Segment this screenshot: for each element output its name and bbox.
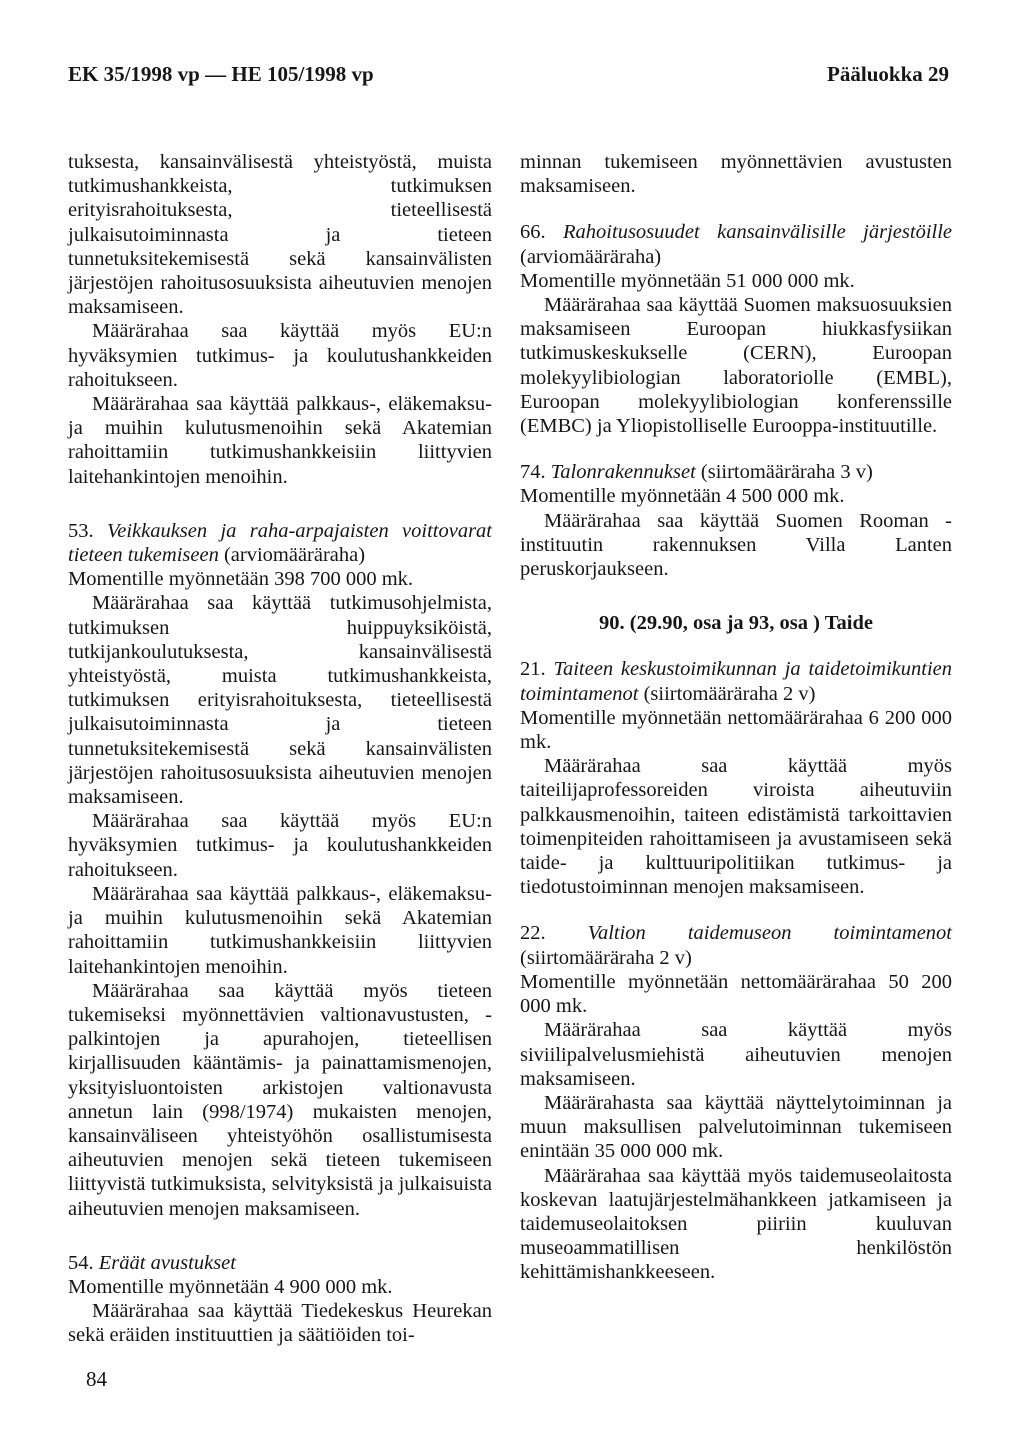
paragraph: Määrärahaa saa käyttää myös EU:n hyväksymien tutkimus- ja koulutushankkeiden rahoitukseen. xyxy=(68,810,492,881)
paragraph: Määrärahaa saa käyttää Tiedekeskus Heurekan sekä eräiden instituuttien ja säätiöiden toi- xyxy=(68,1300,492,1347)
section-heading-90: 90. (29.90, osa ja 93, osa ) Taide xyxy=(599,612,873,635)
item-amount: Momentille myönnetään nettomäärärahaa 6 200 000 mk. xyxy=(520,706,952,754)
item-appropriation-type: (siirtomääräraha 3 v) xyxy=(700,461,873,484)
running-header-left: EK 35/1998 vp — HE 105/1998 vp xyxy=(68,62,374,86)
paragraph: minnan tukemiseen myönnettävien avustusten maksamiseen. xyxy=(520,151,952,198)
paragraph: Määrärahaa saa käyttää tutkimusohjelmista, tutkimuksen huippuyksiköistä, tutkijankoulutuksesta, kansainvälisestä yhteistyöstä, muista tutkimushankkeista, tutkimuksen erityisrahoituksesta, tieteellisestä julkaisutoiminnasta ja tieteen tunnetuksitekemisestä sekä kansainvälisten järjestöjen rahoitusosuuksista aiheutuvien menojen maksamiseen. xyxy=(68,592,492,809)
item-number: 66. xyxy=(520,221,546,244)
paragraph: Määrärahaa saa käyttää Suomen Rooman -instituutin rakennuksen Villa Lanten peruskorjaukseen. xyxy=(520,509,952,581)
left-column xyxy=(68,150,492,1348)
item-amount: Momentille myönnetään 398 700 000 mk. xyxy=(68,568,414,591)
item-title: Veikkauksen ja raha-arpajaisten voittovarat tieteen tukemiseen xyxy=(68,519,492,567)
item-appropriation-type: (siirtomääräraha 2 v) xyxy=(520,946,692,969)
item-heading-53 xyxy=(68,519,492,567)
item-amount: Momentille myönnetään 51 000 000 mk. xyxy=(520,269,855,292)
item-amount: Momentille myönnetään 4 900 000 mk. xyxy=(68,1275,393,1298)
item-number: 74. xyxy=(520,461,546,484)
paragraph: Määrärahaa saa käyttää myös taidemuseolaitosta koskevan laatujärjestelmähankkeen jatkamiseen ja taidemuseolaitoksen piiriin kuuluvan museoammatillisen henkilöstön kehittämishankkeeseen. xyxy=(520,1164,952,1284)
item-title: Eräät avustukset xyxy=(98,1251,236,1274)
running-header-right: Pääluokka 29 xyxy=(827,62,949,86)
item-appropriation-type: (siirtomääräraha 2 v) xyxy=(643,682,816,705)
item-heading-54 xyxy=(68,1251,492,1275)
paragraph: Määrärahaa saa käyttää palkkaus-, eläkemaksu- ja muihin kulutusmenoihin sekä Akatemian rahoittamiin tutkimushankkeisiin liittyvien laitehankintojen menoihin. xyxy=(68,882,492,978)
paragraph: Määrärahaa saa käyttää myös siviilipalvelusmiehistä aiheutuvien menojen maksamiseen. xyxy=(520,1019,952,1090)
paragraph: Määrärahaa saa käyttää myös EU:n hyväksymien tutkimus- ja koulutushankkeiden rahoitukseen. xyxy=(68,320,492,391)
item-number: 54. xyxy=(68,1251,94,1274)
paragraph: Määrärahaa saa käyttää palkkaus-, eläkemaksu- ja muihin kulutusmenoihin sekä Akatemian rahoittamiin tutkimushankkeisiin liittyvien laitehankintojen menoihin. xyxy=(68,393,492,488)
paragraph: Määrärahaa saa käyttää myös taiteilijaprofessoreiden viroista aiheutuviin palkkausmenoihin, taiteen edistämistä tarkoittavien toimenpiteiden rahoittamiseen ja avustamiseen sekä taide- ja kulttuuripolitiikan tutkimus- ja tiedotustoiminnan menojen maksamiseen. xyxy=(520,755,952,899)
item-heading-22 xyxy=(520,921,952,969)
item-heading-21 xyxy=(520,657,952,705)
item-number: 53. xyxy=(68,519,94,542)
item-appropriation-type: (arviomääräraha) xyxy=(520,245,662,268)
right-column xyxy=(520,150,952,1285)
paragraph: tuksesta, kansainvälisestä yhteistyöstä, muista tutkimushankkeista, tutkimuksen erityisrahoituksesta, tieteellisestä julkaisutoiminnasta ja tieteen tunnetuksitekemisestä sekä kansainvälisten järjestöjen rahoitusosuuksista aiheutuvien menojen maksamiseen. xyxy=(68,151,492,319)
item-number: 22. xyxy=(520,922,546,945)
paragraph: Määrärahasta saa käyttää näyttelytoiminnan ja muun maksullisen palvelutoiminnan tukemiseen enintään 35 000 000 mk. xyxy=(520,1091,952,1163)
item-title: Rahoitusosuudet kansainvälisille järjestöille xyxy=(563,221,952,244)
paragraph: Määrärahaa saa käyttää Suomen maksuosuuksien maksamiseen Euroopan hiukkasfysiikan tutkimuskeskukselle (CERN), Euroopan molekyylibiologian laboratoriolle (EMBL), Euroopan molekyylibiologian konferenssille (EMBC) ja Yliopistolliselle Eurooppa-instituutille. xyxy=(520,294,952,438)
item-amount: Momentille myönnetään nettomäärärahaa 50 200 000 mk. xyxy=(520,970,952,1018)
item-heading-66 xyxy=(520,220,952,268)
item-title: Taiteen keskustoimikunnan ja taidetoimikuntien toimintamenot xyxy=(520,658,952,705)
item-heading-74 xyxy=(520,460,952,484)
item-number: 21. xyxy=(520,658,546,681)
item-appropriation-type: (arviomääräraha) xyxy=(223,544,366,567)
item-title: Valtion taidemuseon toimintamenot xyxy=(587,922,952,945)
item-amount: Momentille myönnetään 4 500 000 mk. xyxy=(520,485,845,508)
item-title: Talonrakennukset xyxy=(550,461,696,484)
page-number: 84 xyxy=(86,1367,107,1391)
paragraph: Määrärahaa saa käyttää myös tieteen tukemiseksi myönnettävien valtionavustusten, -palkintojen ja apurahojen, tieteellisen kirjallisuuden kääntämis- ja painattamismenojen, yksityisluontoisten arkistojen valtionavusta annetun lain (998/1974) mukaisten menojen, kansainväliseen yhteistyöhön osallistumisesta aiheutuvien menojen sekä tieteen tukemiseen liittyvistä tutkimuksista, selvityksistä ja julkaisuista aiheutuvien menojen maksamiseen. xyxy=(68,979,492,1220)
